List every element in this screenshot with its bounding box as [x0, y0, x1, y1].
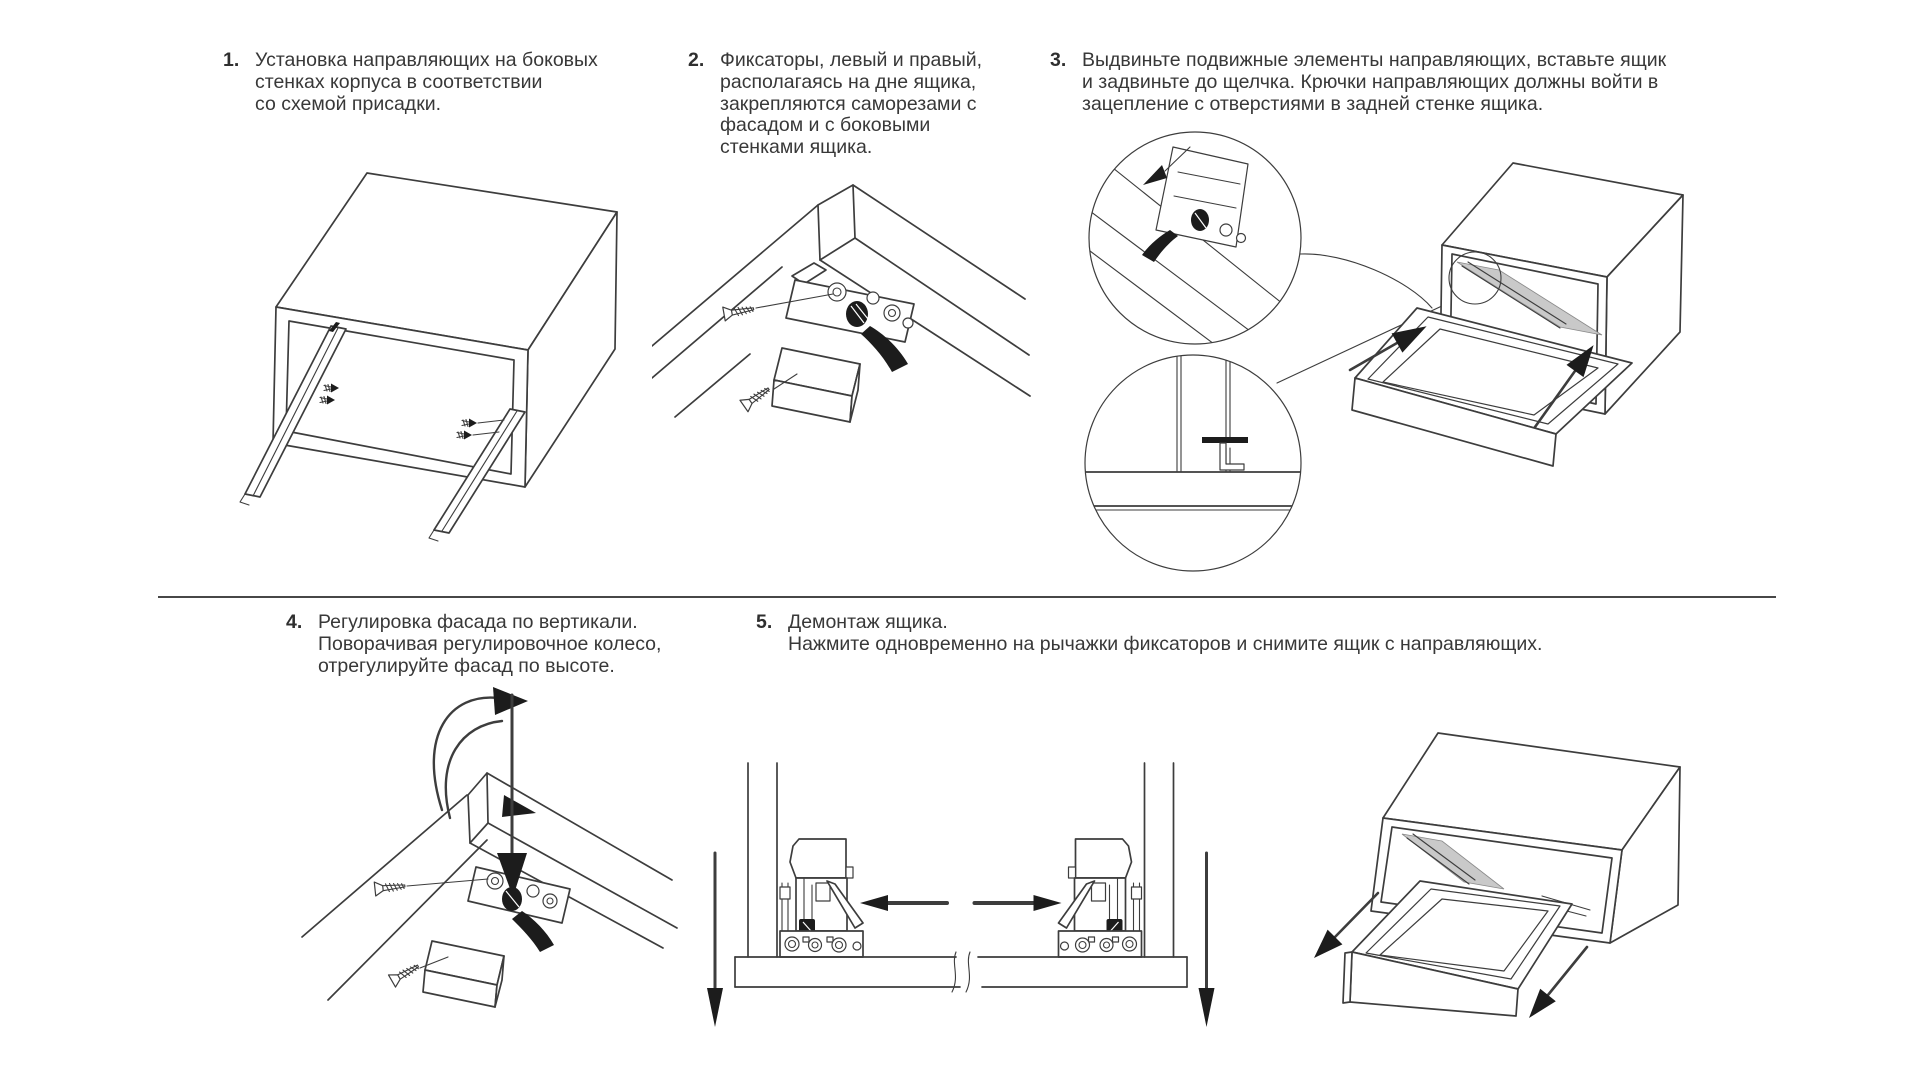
cabinet-body: [273, 173, 617, 487]
step-2-line: фасадом и с боковыми: [720, 114, 931, 137]
illustration-step4-facade-adjustment: [290, 685, 720, 1075]
push-down-arrow: [497, 695, 527, 897]
drawer-bottom-panel: [735, 952, 1187, 992]
step-1-line: стенках корпуса в соответствии: [255, 70, 543, 93]
step-4-line: Регулировка фасада по вертикали.: [318, 611, 638, 633]
step-2-line: располагаясь на дне ящика,: [720, 70, 977, 93]
step-2-number: 2.: [688, 49, 705, 71]
step-2-line: стенками ящика.: [720, 136, 873, 159]
step-5-number: 5.: [756, 611, 773, 633]
step-2: [688, 50, 1018, 159]
fixator: [772, 263, 914, 422]
step-1: [223, 50, 603, 115]
fixator: [423, 867, 570, 1007]
step-4-line: Поворачивая регулировочное колесо,: [318, 632, 662, 655]
step-1-line: Установка направляющих на боковых: [255, 49, 598, 71]
step-3-number: 3.: [1050, 49, 1067, 71]
step-3-line: и задвиньте до щелчка. Крючки направляющих должны войти в: [1082, 70, 1659, 93]
step-2-line: Фиксаторы, левый и правый,: [720, 49, 983, 71]
step-5-line: Демонтаж ящика.: [788, 611, 948, 633]
step-5: [756, 612, 1556, 656]
break-mark: [952, 952, 970, 992]
step-4: [286, 612, 706, 677]
callout-leader-curve: [1300, 254, 1432, 308]
step-4-number: 4.: [286, 611, 303, 633]
illustration-step5-remove-drawer: [1290, 700, 1760, 1030]
step-2-line: закрепляются саморезами с: [720, 92, 977, 115]
callout-circle: [1085, 355, 1301, 571]
step-3: [1050, 50, 1750, 115]
step-3-line: Выдвиньте подвижные элементы направляющих, вставьте ящик: [1082, 49, 1667, 71]
step-1-number: 1.: [223, 49, 240, 71]
step-1-line: со схемой присадки.: [255, 92, 442, 115]
step-3-line: зацепление с отверстиями в задней стенке ящика.: [1082, 92, 1544, 115]
illustration-step1-cabinet-with-slides: [198, 140, 658, 570]
hook: [1202, 437, 1248, 443]
illustration-step2-fixator-screws: [652, 168, 1072, 568]
step-4-line: отрегулируйте фасад по высоте.: [318, 654, 615, 677]
illustration-step3-insert-drawer: [1078, 112, 1778, 592]
illustration-step5-release-fixators: [700, 755, 1220, 1082]
section-divider: [158, 596, 1776, 598]
step-5-line: Нажмите одновременно на рычажки фиксаторов и снимите ящик с направляющих.: [788, 632, 1543, 655]
